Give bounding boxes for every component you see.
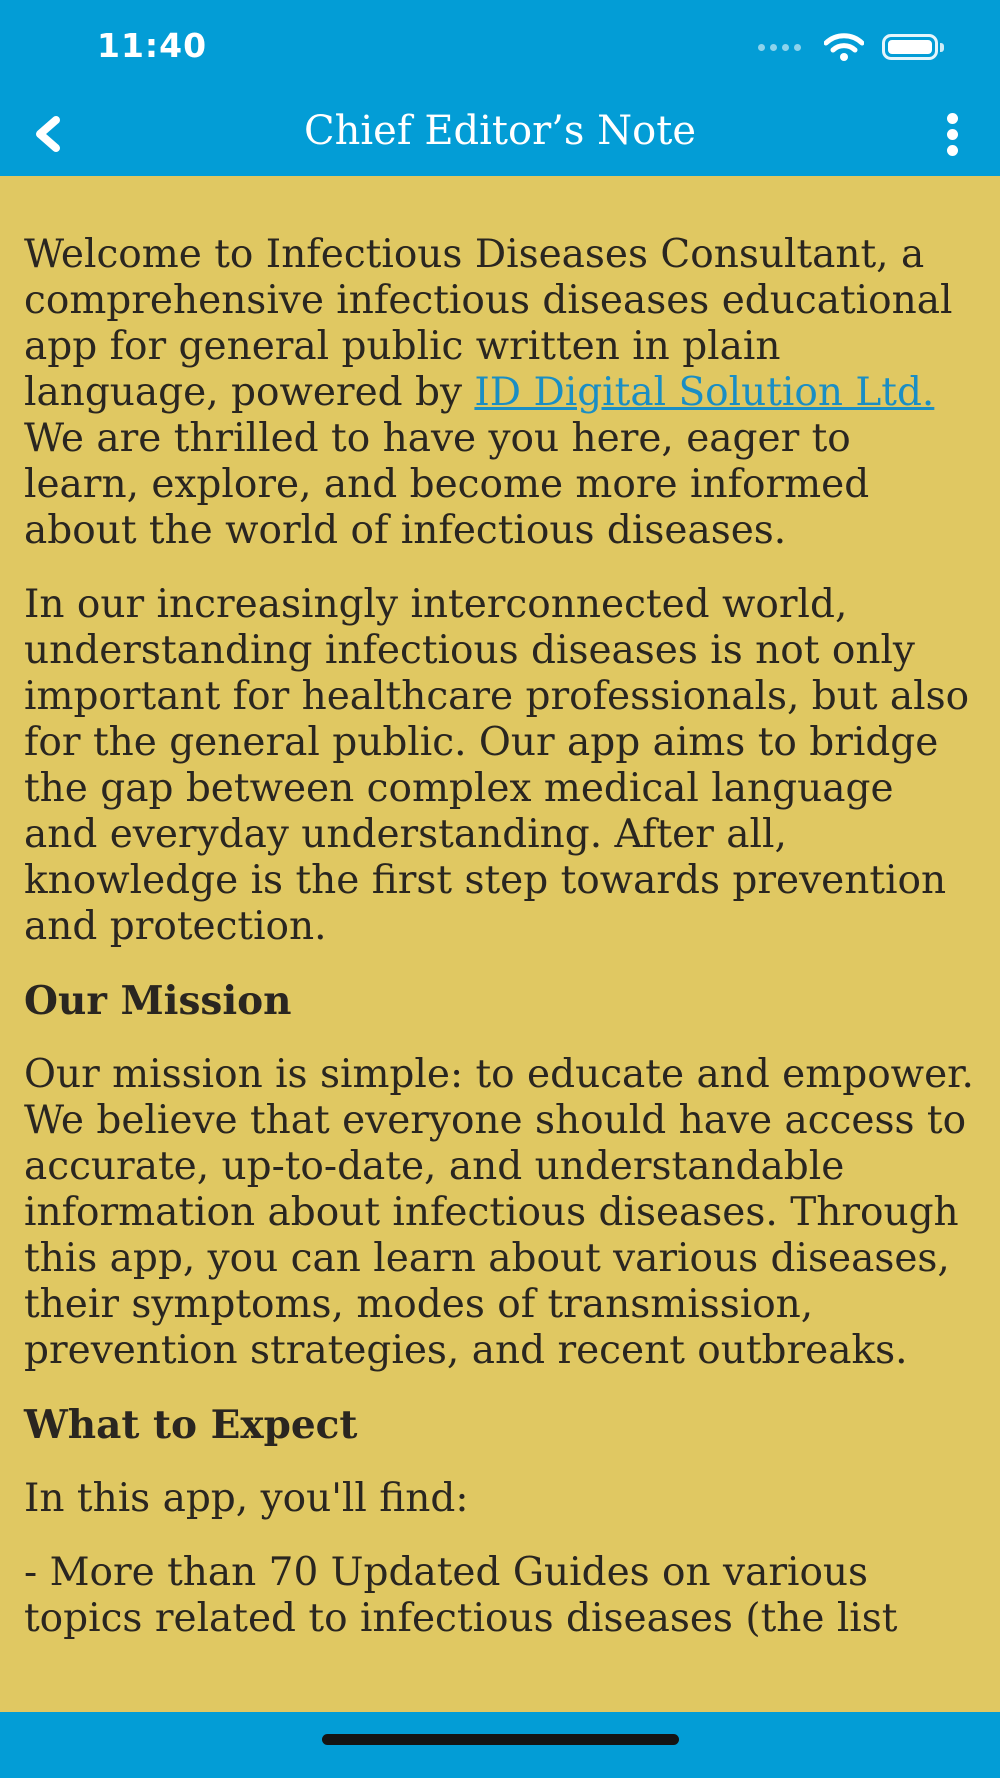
nav-bar (0, 94, 1000, 176)
list-item: - More than 70 Updated Guides on various topics related to infectious diseases (the list (24, 1550, 898, 1641)
more-options-button[interactable] (928, 106, 976, 162)
status-time: 11:40 (97, 26, 208, 65)
article-content[interactable] (0, 176, 1000, 1712)
intro-text-start: Welcome to Infectious Diseases Consultant, a comprehensive infectious diseases educational app for general public written in plain language, powered by (24, 232, 953, 415)
paragraph-interconnected: In our increasingly interconnected world, understanding infectious diseases is not only important for healthcare professionals, but also for the general public. Our app aims to bridge the gap between complex medical language and everyday understanding. After all, knowledge is the first step towards prevention and protection. (24, 582, 970, 949)
battery-icon (882, 34, 938, 60)
wifi-icon (824, 32, 864, 62)
intro-paragraph (24, 232, 976, 554)
more-vertical-icon (947, 113, 958, 124)
signal-icon (758, 44, 806, 51)
heading-what-to-expect: What to Expect (24, 1402, 358, 1448)
status-icons (758, 30, 938, 64)
paragraph-mission: Our mission is simple: to educate and empower. We believe that everyone should have access to accurate, up-to-date, and understandable information about infectious diseases. Through this app, you can learn about various diseases, their symptoms, modes of transmission, prevention strategies, and recent outbreaks. (24, 1052, 974, 1373)
intro-text-end: We are thrilled to have you here, eager to learn, explore, and become more informed about the world of infectious diseases. (24, 416, 870, 553)
heading-our-mission: Our Mission (24, 978, 292, 1024)
paragraph-expect: In this app, you'll find: (24, 1476, 469, 1521)
bottom-bar (0, 1712, 1000, 1778)
page-title: Chief Editor’s Note (303, 108, 696, 154)
id-digital-solution-link[interactable]: ID Digital Solution Ltd. (474, 370, 935, 415)
status-bar (0, 0, 1000, 94)
home-indicator[interactable] (322, 1734, 679, 1745)
